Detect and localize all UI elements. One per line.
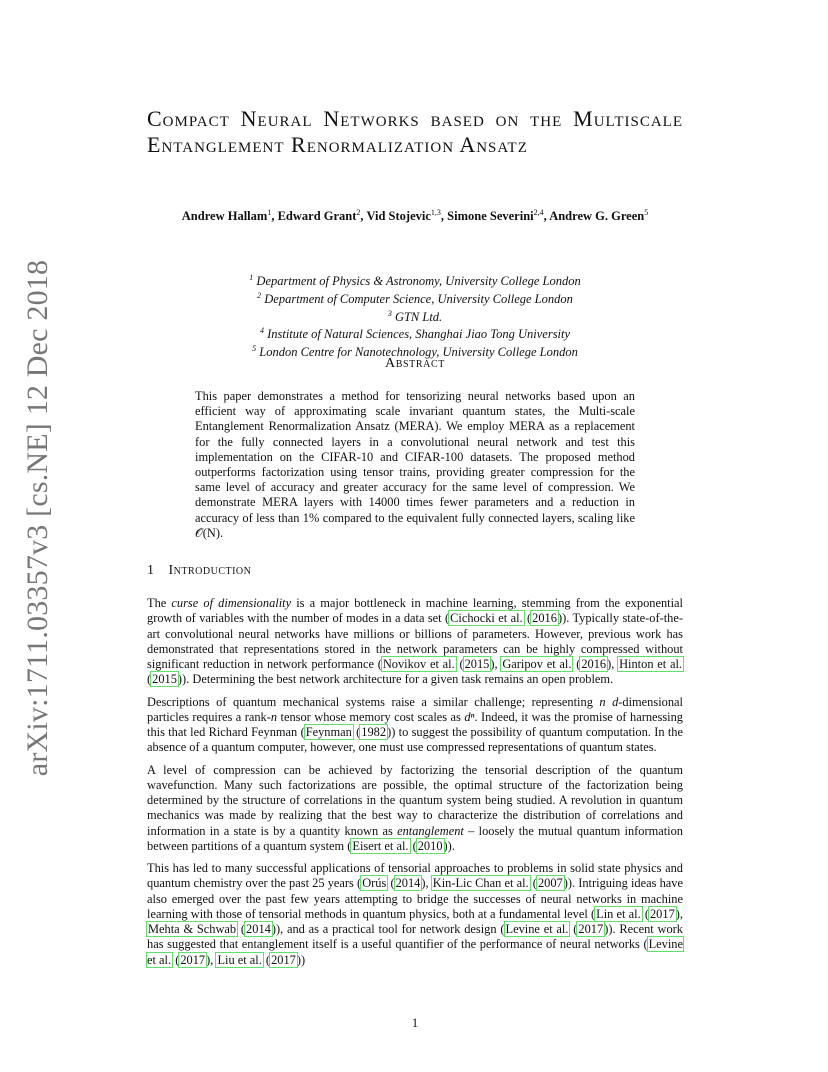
text-run: ( bbox=[409, 838, 417, 853]
section-number: 1 bbox=[147, 563, 155, 578]
text-run: ( bbox=[237, 922, 246, 936]
citation-link[interactable]: Cichocki et al. bbox=[450, 611, 523, 626]
paragraph bbox=[147, 596, 683, 688]
paragraph bbox=[147, 695, 683, 756]
author-name: Edward Grant bbox=[277, 209, 357, 224]
affiliation-mark: 4 bbox=[259, 326, 264, 336]
author-name: Simone Severini bbox=[447, 209, 534, 224]
affiliation-mark: 5 bbox=[252, 344, 257, 353]
author bbox=[366, 209, 440, 223]
citation-link[interactable]: Levine et al. bbox=[147, 937, 683, 967]
text-run: )), and as a practical tool for network design ( bbox=[271, 922, 505, 936]
emphasis-text: n bbox=[270, 709, 278, 724]
citation-link[interactable]: Mehta & Schwab bbox=[148, 922, 237, 936]
citation-link[interactable]: 2014 bbox=[246, 922, 271, 936]
citation-link[interactable]: 2016 bbox=[532, 611, 557, 626]
text-run: )). bbox=[443, 838, 455, 853]
author bbox=[549, 209, 648, 223]
citation-link[interactable]: 2014 bbox=[395, 876, 421, 891]
affiliation bbox=[147, 307, 683, 325]
citation-link[interactable]: 2007 bbox=[537, 876, 563, 891]
text-run: ( bbox=[262, 952, 271, 967]
arxiv-identifier: arXiv:1711.03357v3 [cs.NE] 12 Dec 2018 bbox=[21, 259, 55, 777]
author-affiliation-mark: 2 bbox=[356, 208, 361, 217]
text-run: )). Typically state-of-the-art convolutional neural networks have millions or billions of parameters. However, previous work has demonstrated that representations stored in the network parameters can be highly compressed without significant reduction in network performance ( bbox=[147, 611, 683, 671]
affiliation-text: London Centre for Nanotechnology, University College London bbox=[256, 345, 578, 360]
text-run: The bbox=[147, 596, 172, 610]
citation-link[interactable]: 2016 bbox=[581, 657, 607, 671]
text-run: ( bbox=[572, 657, 581, 671]
text-run: ), bbox=[607, 657, 619, 671]
author-affiliation-mark: 1,3 bbox=[430, 208, 441, 217]
text-run: is a major bottleneck in machine learning, stemming from the exponential growth of variables with the number of modes in a data set ( bbox=[147, 596, 683, 626]
text-run: )). Recent work has suggested that entanglement itself is a useful quantifier of the performance of neural networks ( bbox=[147, 922, 683, 952]
page-number: 1 bbox=[411, 1016, 419, 1030]
affiliation-text: Department of Computer Science, University College London bbox=[261, 291, 573, 306]
text-run: ( bbox=[387, 876, 395, 891]
section-heading bbox=[147, 563, 683, 579]
text-run: ( bbox=[172, 952, 180, 967]
text-run: . Indeed, it was the promise of harnessing this that led Richard Feynman ( bbox=[147, 709, 683, 739]
text-run: ( bbox=[523, 611, 532, 626]
text-run: tensor whose memory cost scales as bbox=[277, 709, 465, 724]
emphasis-text: dⁿ bbox=[464, 709, 475, 724]
author bbox=[278, 209, 361, 223]
abstract-text: This paper demonstrates a method for tensorizing neural networks based upon an efficient way of approximating scale invariant quantum states, the Multi-scale Entanglement Renormalization Ansatz (MERA). We employ MERA as a replacement for the fully connected layers in a convolutional neural network and test this implementation on the CIFAR-10 and CIFAR-100 datasets. The proposed method outperforms factorization using tensor trains, providing greater compression for the same level of accuracy and greater accuracy for the same level of compression. We demonstrate MERA layers with 14000 times fewer parameters and a reduction in accuracy of less than 1% compared to the equivalent fully connected layers, scaling like 𝒪(N). bbox=[195, 389, 635, 540]
citation-link[interactable]: Liu et al. bbox=[217, 952, 262, 967]
text-run: ( bbox=[147, 672, 152, 687]
text-run: ( bbox=[352, 725, 361, 739]
text-run: ), bbox=[206, 952, 217, 967]
citation-link[interactable]: Feynman bbox=[305, 725, 352, 739]
affiliation-text: GTN Ltd. bbox=[391, 309, 443, 324]
citation-link[interactable]: Hinton et al. bbox=[619, 657, 682, 671]
section-title: Introduction bbox=[168, 563, 252, 578]
text-run: ), bbox=[421, 876, 432, 891]
text-run: )). Determining the best network architecture for a given task remains an open problem. bbox=[177, 672, 614, 687]
citation-link[interactable]: Novikov et al. bbox=[382, 657, 455, 671]
citation-link[interactable]: 2017 bbox=[578, 922, 604, 936]
affiliation-mark: 3 bbox=[387, 308, 392, 318]
text-run: Descriptions of quantum mechanical systems raise a similar challenge; representing bbox=[147, 694, 600, 709]
citation-link[interactable]: Levine et al. bbox=[505, 922, 569, 936]
citation-link[interactable]: Garipov et al. bbox=[502, 657, 572, 671]
affiliation-mark: 2 bbox=[257, 290, 262, 300]
text-run: )) bbox=[296, 952, 306, 967]
citation-link[interactable]: Orús bbox=[362, 876, 387, 891]
author bbox=[182, 209, 272, 223]
text-run: ( bbox=[455, 657, 464, 671]
citation-link[interactable]: Kin-Lic Chan et al. bbox=[432, 876, 529, 891]
text-run: A level of compression can be achieved by factorizing the tensorial description of the quantum wavefunction. Many such factorizations are possible, the optimal structure of the factorization being determined by the structure of correlations in the quantum system being studied. A revolution in quantum mechanics was made by realizing that the best way to characterize the distribution of correlations and information in a state is by a quantity known as bbox=[147, 762, 683, 838]
paper-title: Compact Neural Networks based on the Multiscale Entanglement Renormalization Ansatz bbox=[147, 106, 683, 157]
text-run: )) to suggest the possibility of quantum computation. In the absence of a quantum computer, however, one must use compressed representations of quantum states. bbox=[147, 725, 683, 755]
citation-link[interactable]: 2015 bbox=[152, 672, 177, 687]
affiliation-mark: 1 bbox=[249, 273, 254, 282]
citation-link[interactable]: 1982 bbox=[361, 725, 387, 739]
text-run: -dimensional particles requires a rank- bbox=[147, 694, 683, 724]
author bbox=[447, 209, 543, 223]
citation-link[interactable]: Eisert et al. bbox=[352, 838, 409, 853]
citation-link[interactable]: 2010 bbox=[417, 838, 443, 853]
citation-link[interactable]: 2017 bbox=[271, 952, 296, 967]
text-run: ( bbox=[641, 906, 649, 921]
author-affiliation-mark: 2,4 bbox=[533, 208, 544, 217]
abstract-heading: Abstract bbox=[385, 356, 445, 371]
affiliation-text: Department of Physics & Astronomy, University College London bbox=[253, 274, 581, 289]
author-name: Vid Stojevic bbox=[366, 209, 431, 224]
text-run: )). Intriguing ideas have also emerged over the past few years attempting to bridge the successes of neural networks in machine learning with those of tensorial methods in quantum physics, both at a fundamental level ( bbox=[147, 876, 683, 921]
citation-link[interactable]: 2017 bbox=[180, 952, 206, 967]
citation-link[interactable]: 2017 bbox=[649, 906, 675, 921]
author-name: Andrew G. Green bbox=[549, 209, 645, 224]
affiliation-list bbox=[147, 271, 683, 360]
text-run: ( bbox=[569, 922, 578, 936]
author-name: Andrew Hallam bbox=[181, 209, 268, 224]
emphasis-text: n d bbox=[599, 694, 619, 709]
text-run: – loosely the mutual quantum information between partitions of a quantum system ( bbox=[147, 823, 683, 853]
citation-link[interactable]: 2015 bbox=[464, 657, 490, 671]
emphasis-text: entanglement bbox=[397, 823, 464, 838]
arxiv-sidebar bbox=[21, 259, 55, 777]
text-run: ), bbox=[490, 657, 502, 671]
author-list: Andrew Hallam$^1$, Edward Grant$^2$, Vid Stojevic$^{1,3}$, Simone Severini$^{2,4}$, Andrew G. Green$^5$ bbox=[181, 208, 649, 224]
author-affiliation-mark: 1 bbox=[267, 208, 272, 217]
affiliation bbox=[147, 271, 683, 289]
paragraph bbox=[147, 861, 683, 968]
text-run: ), bbox=[675, 906, 683, 921]
emphasis-text: curse of dimensionality bbox=[171, 596, 292, 610]
body-text bbox=[147, 596, 683, 975]
citation-link[interactable]: Lin et al. bbox=[596, 906, 641, 921]
author-affiliation-mark: 5 bbox=[644, 208, 649, 217]
affiliation bbox=[147, 289, 683, 307]
text-run: ( bbox=[529, 876, 537, 891]
paragraph bbox=[147, 763, 683, 855]
text-run: This has led to many successful applications of tensorial approaches to problems in solid state physics and quantum chemistry over the past 25 years ( bbox=[147, 861, 683, 891]
affiliation-text: Institute of Natural Sciences, Shanghai Jiao Tong University bbox=[263, 327, 571, 342]
affiliation bbox=[147, 324, 683, 342]
